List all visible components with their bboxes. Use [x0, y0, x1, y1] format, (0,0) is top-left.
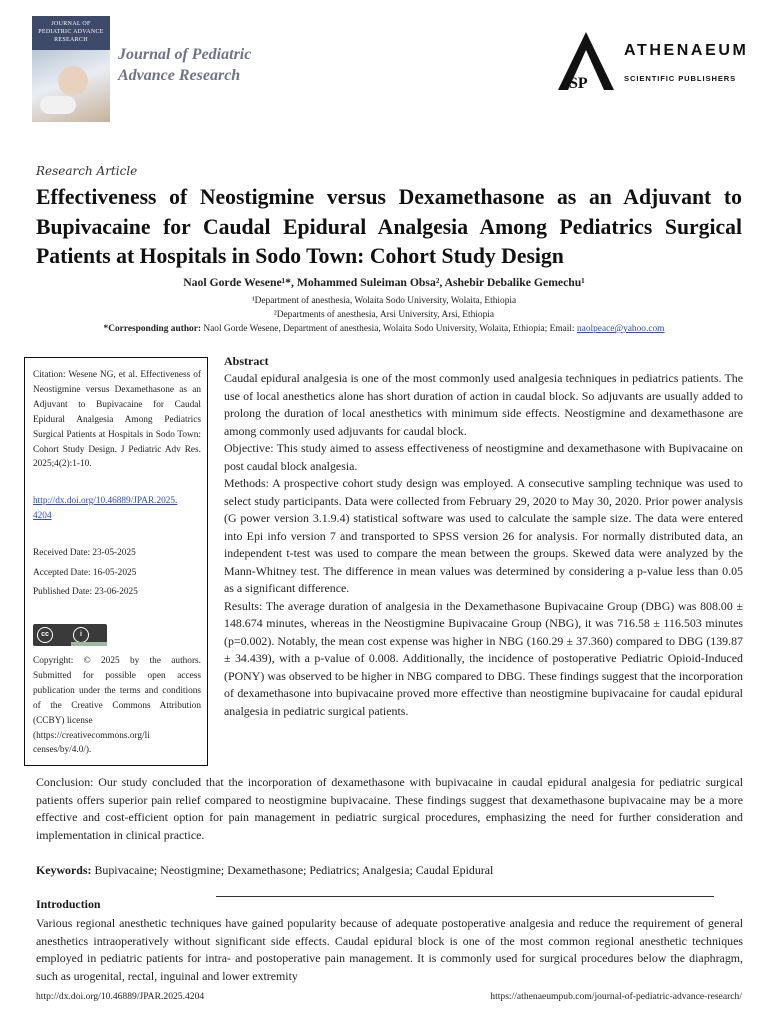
affiliation-2: ²Departments of anesthesia, Arsi University, Arsi, Ethiopia	[273, 310, 495, 320]
triangle-sp-logo-icon	[554, 30, 618, 94]
creative-commons-by-icon[interactable]	[33, 624, 107, 646]
logo-letters: SP	[569, 75, 588, 92]
corresponding-text: Naol Gorde Wesene, Department of anesthesia, Wolaita Sodo University, Wolaita, Ethiopia; Email:	[201, 324, 577, 334]
published-date: Published Date: 23-06-2025	[33, 587, 138, 597]
corresponding-author	[0, 324, 768, 334]
copyright-notice: Copyright: © 2025 by the authors. Submitted for possible open access publication under the terms and conditions of the Creative Commons Attribution (CCBY) license (https://creativecommons.org/li censes/by/4.0/).	[33, 656, 201, 756]
abstract-results: Results: The average duration of analgesia in the Dexamethasone Bupivacaine Group (DBG) was 808.00 ± 148.674 minutes, whereas in the Neostigmine Bupivacaine Group (NBG), it was 716.58 ± 116.503 minutes (p=0.002). Notably, the mean cost expense was higher in NBG (160.29 ± 37.360) compared to DBG (139.87 ± 34.439), with a p-value of 0.008. Additionally, the incidence of postoperative Pediatric Opioid-Induced (PONY) was observed to be higher in NBG compared to DBG. These findings suggest that the incorporation of dexamethasone into bupivacaine proved more effective than neostigmine bupivacaine for caudal epidural analgesia in pediatric surgical patients.	[224, 598, 743, 718]
corresponding-label: *Corresponding author:	[103, 324, 202, 334]
introduction-heading: Introduction	[36, 897, 101, 911]
author-list: Naol Gorde Wesene¹*, Mohammed Suleiman Obsa², Ashebir Debalike Gemechu¹	[183, 276, 585, 289]
journal-title: Journal of Pediatric Advance Research	[118, 46, 252, 84]
affiliation-1: ¹Department of anesthesia, Wolaita Sodo University, Wolaita, Ethiopia	[251, 296, 517, 306]
divider	[216, 896, 714, 897]
abstract-conclusion: Conclusion: Our study concluded that the incorporation of dexamethasone with bupivacaine in caudal epidural analgesia for pediatric surgical patients offers superior pain relief compared to neostigmine bupivacaine. These findings suggest that dexamethasone bupivacaine may be a more effective and cost-efficient option for pain management in pediatric surgical procedures, emphasizing the need for further consideration and implementation in clinical practice.	[36, 775, 743, 842]
keywords-text: Bupivacaine; Neostigmine; Dexamethasone; Pediatrics; Analgesia; Caudal Epidural	[91, 863, 494, 877]
journal-cover-title: JOURNAL OF PEDIATRIC ADVANCE RESEARCH	[38, 21, 104, 43]
article-title: Effectiveness of Neostigmine versus Dexamethasone as an Adjuvant to Bupivacaine for Caudal Epidural Analgesia Among Pediatrics Surgical Patients at Hospitals in Sodo Town: Cohort Study Design	[36, 185, 742, 268]
keywords	[36, 863, 493, 878]
footer-doi-link[interactable]: http://dx.doi.org/10.46889/JPAR.2025.4204	[36, 991, 205, 1002]
license-url: (https://creativecommons.org/li	[33, 730, 150, 741]
abstract-body	[224, 370, 743, 720]
citation-text: Citation: Wesene NG, et al. Effectiveness of Neostigmine versus Dexamethasone as an Adjuvant to Bupivacaine for Caudal Epidural Analgesia Among Pediatrics Surgical Patients at Hospitals in Sodo Town: Cohort Study Design. J Pediatric Adv Res. 2025;4(2):1-10.	[33, 370, 201, 470]
keywords-label: Keywords:	[36, 863, 92, 877]
abstract-methods: Methods: A prospective cohort study design was employed. A consecutive sampling technique was used to select study participants. Data were collected from February 29, 2020 to May 30, 2020. Prior power analysis (G power version 3.1.9.4) statistical software was used to calculate the sample size. The data were entered into Epi info version 7 and transported to SPSS version 26 for analysis. For normally distributed data, an independent t-test was used to compare the mean between the groups. Skewed data were analyzed by the Mann-Whitney test. The difference in mean values was determined by considering a p-value less than 0.05 as a significant difference.	[224, 476, 743, 595]
footer-journal-url[interactable]: https://athenaeumpub.com/journal-of-pediatric-advance-research/	[490, 991, 742, 1002]
publisher-name: ATHENAEUM	[624, 42, 749, 59]
abstract-heading: Abstract	[224, 354, 269, 368]
doi-link[interactable]: http://dx.doi.org/10.46889/JPAR.2025. 4204	[33, 496, 178, 521]
publisher-subtitle: SCIENTIFIC PUBLISHERS	[624, 74, 737, 83]
abstract-objective: Objective: This study aimed to assess effectiveness of neostigmine and dexamethasone with Bupivacaine on post caudal block analgesia.	[224, 441, 743, 473]
cc-badge-by: i	[73, 627, 89, 643]
received-date: Received Date: 23-05-2025	[33, 548, 136, 558]
article-type: Research Article	[36, 164, 138, 178]
introduction-body: Various regional anesthetic techniques have gained popularity because of adequate postoperative analgesia and reduce the requirement of general anesthetics intraoperatively without significant side effects. Caudal epidural block is one of the most common regional anesthetic techniques employed in pediatric patients for intra- and postoperative pain management. It is commonly used for surgical procedures below the diaphragm, such as urogenital, rectal, inguinal and lower extremity	[36, 916, 743, 983]
corresponding-email-link[interactable]: naolpeace@yahoo.com	[576, 324, 665, 334]
citation-box	[24, 357, 208, 766]
cc-badge-cc: cc	[37, 627, 53, 643]
abstract-intro: Caudal epidural analgesia is one of the most commonly used analgesia techniques in pediatrics patients. The use of local anesthetics alone has short duration of action in caudal block. So adjuvants are usually added to prolong the duration of local anesthetics with minimum side effects. Neostigmine and dexamethasone are among commonly used adjuvants for caudal block.	[224, 371, 743, 438]
cover-photo	[32, 50, 110, 122]
journal-cover-image	[32, 16, 110, 122]
accepted-date: Accepted Date: 16-05-2025	[33, 568, 137, 578]
